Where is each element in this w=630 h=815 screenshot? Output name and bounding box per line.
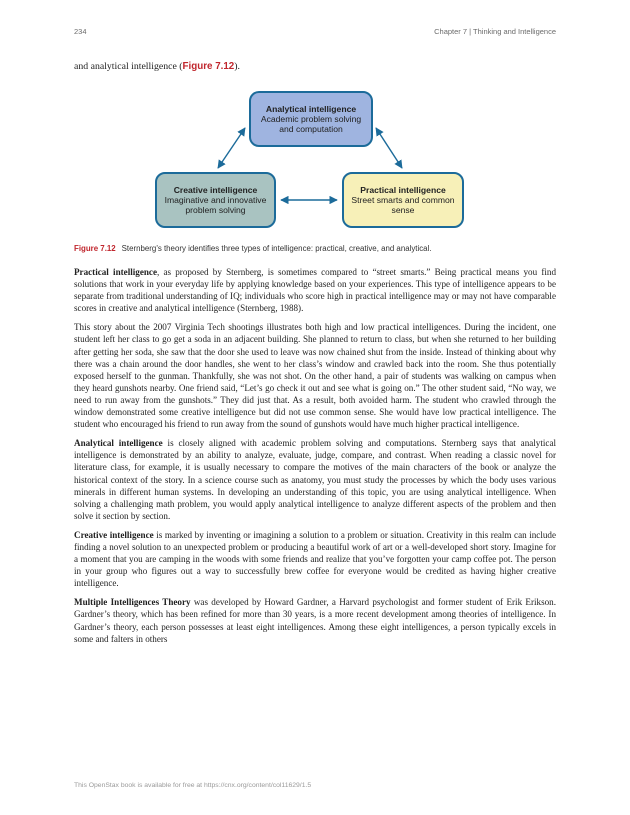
creative-intelligence-box xyxy=(155,172,276,228)
practical-description: Street smarts and common sense xyxy=(351,195,455,215)
analytical-description: Academic problem solving and computation xyxy=(260,114,362,134)
paragraph-text: was developed by Howard Gardner, a Harvard psychologist and former student of Erik Erikson. Gardner’s theory, which has been refined for more than 30 years, is a more recent development among theories of intelligence. In Gardner’s theory, each person possesses at least eight intelligences. Among these eight intelligences, a person typically excels in some and falters in others xyxy=(74,597,556,644)
paragraph-practical xyxy=(74,266,556,314)
paragraph-text: is marked by inventing or imagining a solution to a problem or situation. Creativity in this realm can include finding a novel solution to an unexpected problem or producing a beautiful work of art or a well-developed short story. Imagine for a moment that you are camping in the woods with some friends and realize that you’ve forgotten your camp coffee pot. The person in your group who figures out a way to successfully brew coffee for everyone would be credited as having higher creative intelligence. xyxy=(74,529,556,589)
page-number: 234 xyxy=(74,27,87,36)
practical-intelligence-box xyxy=(342,172,464,228)
term-creative: Creative intelligence xyxy=(74,529,154,540)
practical-title: Practical intelligence xyxy=(360,185,446,195)
paragraph-multiple-intelligences xyxy=(74,596,556,644)
paragraph-text: This story about the 2007 Virginia Tech shootings illustrates both high and low practical intelligences. During the incident, one student left her class to go get a soda in an adjacent building. She planned to return to class, but when she returned to her building after getting her soda, she saw that the door she used to leave was now chained shut from the inside. Instead of thinking about why there was a chain around the door handles, she went to her class’s window and crawled back into the room. She thus potentially exposed herself to the gunman. Thankfully, she was not shot. On the other hand, a pair of students was walking on campus when they heard gunshots nearby. One friend said, “Let’s go check it out and see what is going on.” The other student said, “No way, we need to run away from the gunshots.” They did just that. As a result, both avoided harm. The student who crawled through the window demonstrated some creative intelligence but did not use common sense. She would have low practical intelligence. The student who encouraged his friend to run away from the sound of gunshots would have much higher practical intelligence. xyxy=(74,322,556,430)
intro-text-end: ). xyxy=(234,61,240,72)
arrow-analytical-creative xyxy=(218,128,245,168)
paragraph-analytical xyxy=(74,437,556,522)
paragraph-creative xyxy=(74,529,556,589)
body-text xyxy=(74,266,556,652)
figure-link[interactable]: Figure 7.12 xyxy=(182,61,235,72)
analytical-intelligence-box xyxy=(249,91,373,147)
figure-caption xyxy=(74,244,556,253)
paragraph-text: is closely aligned with academic problem solving and computations. Sternberg says that analytical intelligence is demonstrated by an ability to analyze, evaluate, judge, compare, and contrast. When reading a classic novel for literature class, for example, it is usually necessary to compare the motives of the main characters of the book or analyze the historical context of the story. In a science course such as anatomy, you must study the processes by which the body uses various minerals in different human systems. In developing an understanding of this topic, you are using analytical intelligence. When solving a challenging math problem, you would apply analytical intelligence to analyze different aspects of the problem and then solve it section by section. xyxy=(74,438,557,521)
paragraph-text: , as proposed by Sternberg, is sometimes compared to “street smarts.” Being practical means you find solutions that work in your everyday life by applying knowledge based on your experiences. This type of intelligence appears to be separate from traditional understanding of IQ; individuals who score high in practical intelligence may or may not have comparable scores in creative and analytical intelligence (Sternberg, 1988). xyxy=(74,267,556,314)
creative-description: Imaginative and innovative problem solving xyxy=(164,195,267,215)
arrow-analytical-practical xyxy=(376,128,402,168)
page-footer: This OpenStax book is available for free at https://cnx.org/content/col11629/1.5 xyxy=(74,782,312,789)
term-analytical: Analytical intelligence xyxy=(74,438,163,449)
term-multiple-intelligences: Multiple Intelligences Theory xyxy=(74,597,191,608)
intro-text: and analytical intelligence ( xyxy=(74,61,183,72)
caption-text: Sternberg's theory identifies three types of intelligence: practical, creative, and analytical. xyxy=(121,244,432,253)
analytical-title: Analytical intelligence xyxy=(265,104,357,114)
paragraph-virginia-tech xyxy=(74,321,556,430)
creative-title: Creative intelligence xyxy=(173,185,258,195)
chapter-header: Chapter 7 | Thinking and Intelligence xyxy=(434,27,556,36)
caption-label: Figure 7.12 xyxy=(74,244,116,253)
term-practical: Practical intelligence xyxy=(74,267,157,277)
